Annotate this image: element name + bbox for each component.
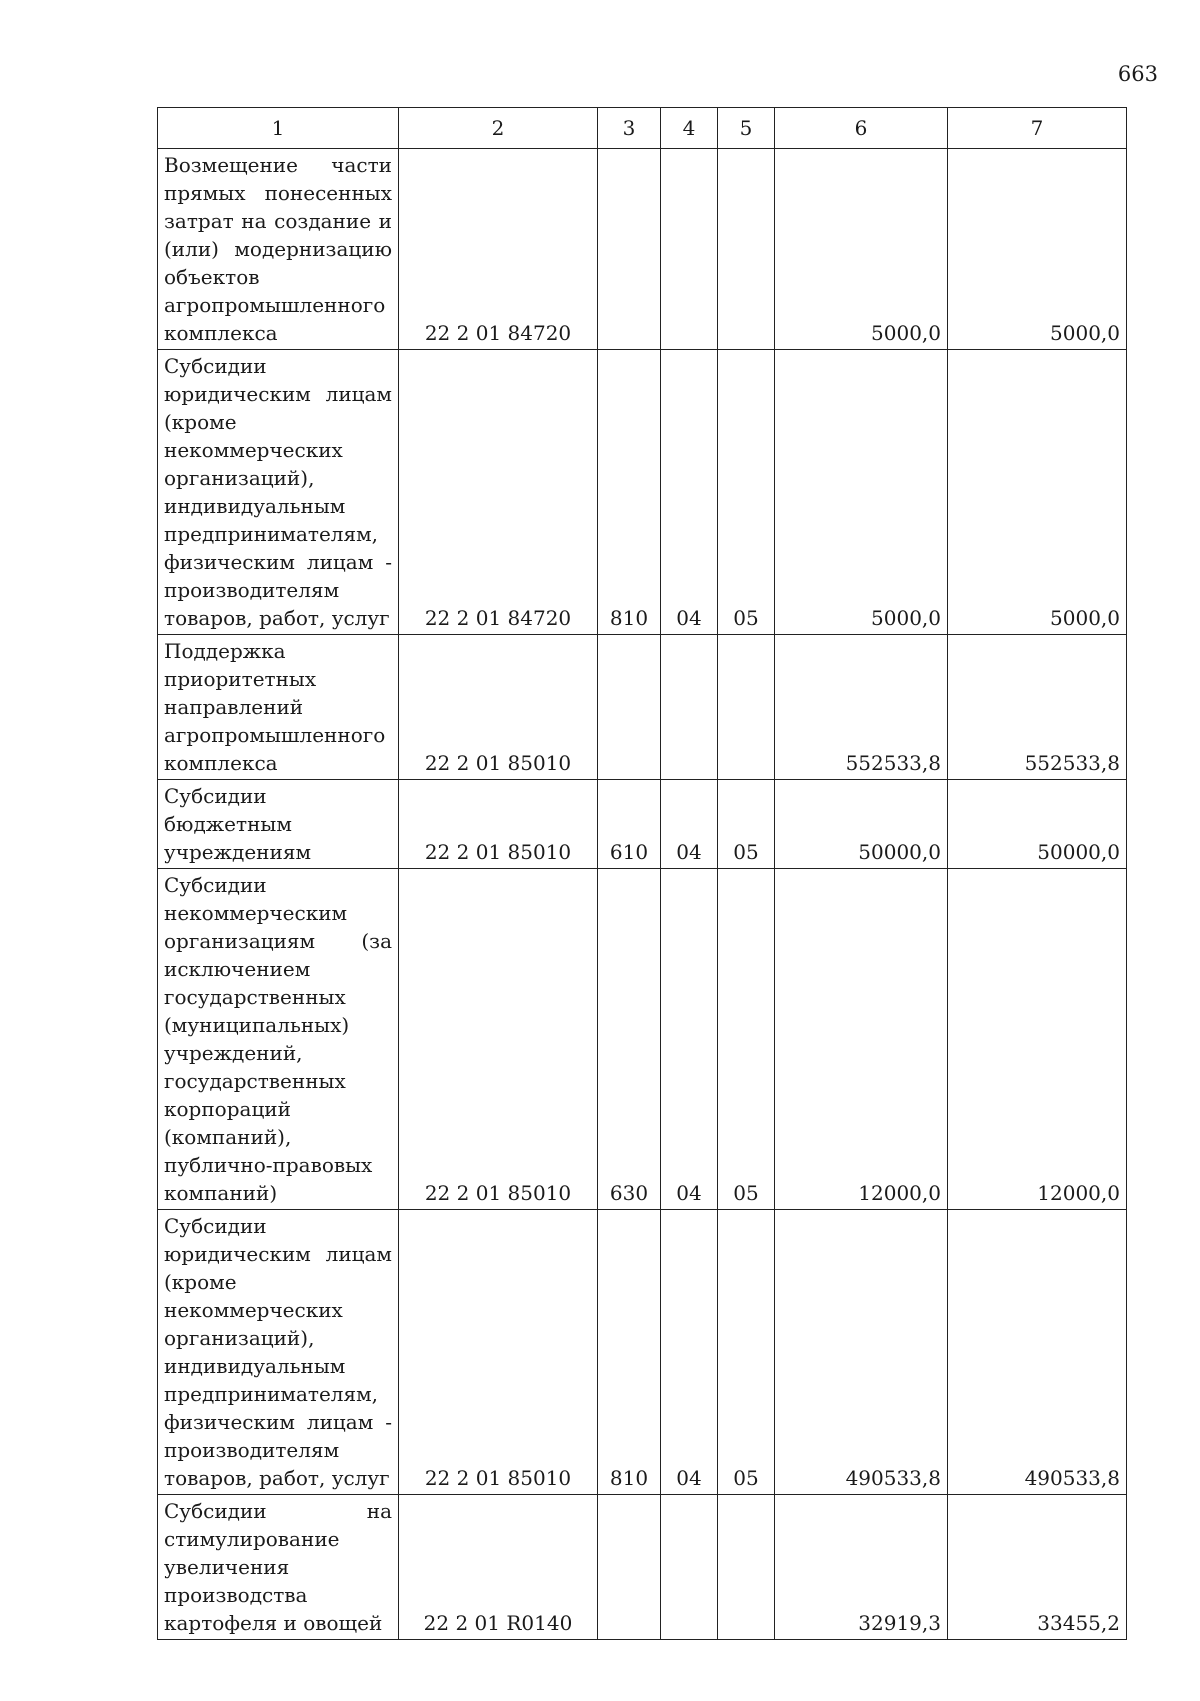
- row-vr: 810: [598, 1210, 661, 1495]
- row-rz: 04: [661, 1210, 718, 1495]
- row-sum-1: 490533,8: [775, 1210, 948, 1495]
- row-pr: 05: [718, 350, 775, 635]
- row-vr: 630: [598, 869, 661, 1210]
- table-row: [158, 635, 1127, 780]
- row-sum-2: 5000,0: [948, 350, 1127, 635]
- row-name: Поддержка приоритетных направлений агропромышленного комплекса: [158, 635, 399, 780]
- header-col-4: 4: [661, 108, 718, 149]
- row-rz: [661, 635, 718, 780]
- budget-table: [157, 107, 1127, 1640]
- header-row: [158, 108, 1127, 149]
- row-code: 22 2 01 84720: [399, 350, 598, 635]
- table-row: [158, 149, 1127, 350]
- row-pr: [718, 1495, 775, 1640]
- row-name: Субсидии юридическим лицам (кроме некоммерческих организаций), индивидуальным предпринимателям, физическим лицам - производителям товаров, работ, услуг: [158, 1210, 399, 1495]
- row-rz: [661, 1495, 718, 1640]
- header-col-7: 7: [948, 108, 1127, 149]
- row-sum-2: 12000,0: [948, 869, 1127, 1210]
- row-sum-2: 33455,2: [948, 1495, 1127, 1640]
- row-sum-2: 5000,0: [948, 149, 1127, 350]
- row-code: 22 2 01 85010: [399, 635, 598, 780]
- row-code: 22 2 01 R0140: [399, 1495, 598, 1640]
- row-vr: [598, 149, 661, 350]
- row-sum-1: 5000,0: [775, 149, 948, 350]
- row-name: Субсидии бюджетным учреждениям: [158, 780, 399, 869]
- row-pr: 05: [718, 780, 775, 869]
- row-pr: 05: [718, 869, 775, 1210]
- row-sum-2: 50000,0: [948, 780, 1127, 869]
- row-pr: [718, 149, 775, 350]
- row-sum-1: 552533,8: [775, 635, 948, 780]
- header-col-5: 5: [718, 108, 775, 149]
- row-vr: [598, 1495, 661, 1640]
- row-code: 22 2 01 85010: [399, 869, 598, 1210]
- table-row: [158, 869, 1127, 1210]
- row-name: Субсидии на стимулирование увеличения производства картофеля и овощей: [158, 1495, 399, 1640]
- row-rz: [661, 149, 718, 350]
- row-vr: 810: [598, 350, 661, 635]
- row-name: Субсидии некоммерческим организациям (за исключением государственных (муниципальных) учреждений, государственных корпораций (компаний), публично-правовых компаний): [158, 869, 399, 1210]
- header-col-6: 6: [775, 108, 948, 149]
- row-name: Субсидии юридическим лицам (кроме некоммерческих организаций), индивидуальным предпринимателям, физическим лицам - производителям товаров, работ, услуг: [158, 350, 399, 635]
- row-vr: [598, 635, 661, 780]
- header-col-2: 2: [399, 108, 598, 149]
- row-name: Возмещение части прямых понесенных затрат на создание и (или) модернизацию объектов агропромышленного комплекса: [158, 149, 399, 350]
- row-rz: 04: [661, 350, 718, 635]
- row-sum-1: 12000,0: [775, 869, 948, 1210]
- row-code: 22 2 01 85010: [399, 1210, 598, 1495]
- row-sum-2: 490533,8: [948, 1210, 1127, 1495]
- row-vr: 610: [598, 780, 661, 869]
- row-pr: [718, 635, 775, 780]
- row-sum-2: 552533,8: [948, 635, 1127, 780]
- table-row: [158, 780, 1127, 869]
- row-code: 22 2 01 85010: [399, 780, 598, 869]
- row-code: 22 2 01 84720: [399, 149, 598, 350]
- table-row: [158, 350, 1127, 635]
- header-col-1: 1: [158, 108, 399, 149]
- row-sum-1: 32919,3: [775, 1495, 948, 1640]
- row-sum-1: 50000,0: [775, 780, 948, 869]
- page-number: 663: [1117, 62, 1158, 86]
- header-col-3: 3: [598, 108, 661, 149]
- row-sum-1: 5000,0: [775, 350, 948, 635]
- row-rz: 04: [661, 869, 718, 1210]
- table-row: [158, 1210, 1127, 1495]
- table-row: [158, 1495, 1127, 1640]
- row-pr: 05: [718, 1210, 775, 1495]
- row-rz: 04: [661, 780, 718, 869]
